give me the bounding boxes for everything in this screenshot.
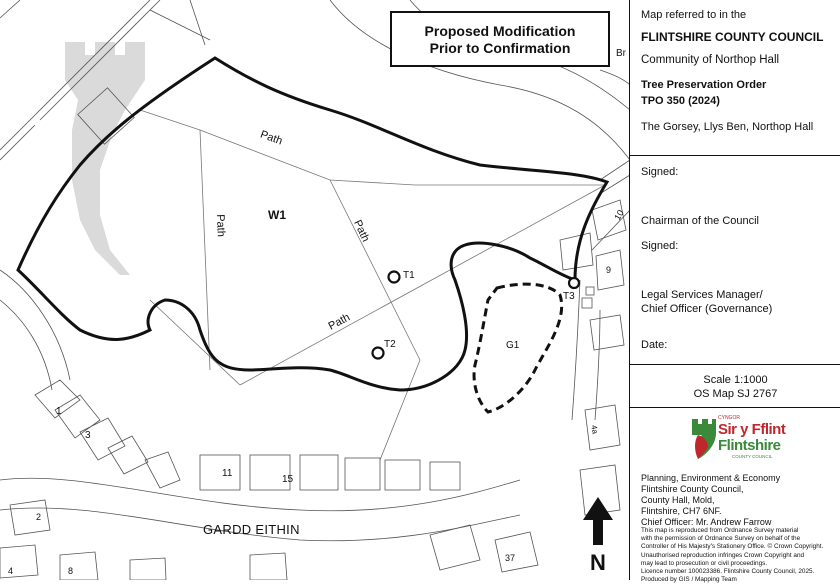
copyright-block (641, 527, 823, 584)
address-line: Flintshire, CH7 6NF. (641, 506, 722, 516)
tree-label-t1: T1 (403, 270, 415, 281)
house-number: 1 (56, 406, 62, 417)
os-map-ref: OS Map SJ 2767 (693, 388, 778, 400)
address-line: County Hall, Mold, (641, 495, 715, 505)
watermark-emblem (65, 42, 145, 275)
info-panel (629, 0, 840, 584)
proposal-box (390, 11, 610, 67)
proposal-line-2: Prior to Confirmation (429, 40, 571, 56)
logo-welsh-name: Sir y Fflint (718, 421, 786, 438)
order-title: Tree Preservation Order (641, 79, 767, 91)
scale-text: Scale 1:1000 (703, 374, 768, 386)
chairman-label: Chairman of the Council (641, 215, 760, 227)
tree-label-t2: T2 (384, 339, 396, 350)
divider (630, 364, 840, 365)
map-reference: Map referred to in the (641, 9, 747, 21)
community-name: Community of Northop Hall (641, 54, 780, 66)
woodland-label: W1 (268, 208, 286, 222)
house-number: 9 (606, 265, 612, 275)
divider (630, 407, 840, 408)
path-label-mid: Path (351, 218, 372, 244)
council-name: FLINTSHIRE COUNTY COUNCIL (641, 30, 824, 44)
path-label-left: Path (214, 214, 227, 238)
council-logo (688, 413, 798, 463)
copyright-line: This map is reproduced from Ordnance Survey material (641, 527, 799, 534)
scale-block (630, 373, 840, 401)
path-label-bottom: Path (326, 311, 353, 333)
road-label-fragment: Br (616, 48, 626, 59)
house-number: 11 (222, 468, 233, 479)
street-name: GARDD EITHIN (203, 522, 300, 537)
order-location: The Gorsey, Llys Ben, Northop Hall (641, 121, 814, 133)
council-emblem-icon (688, 415, 718, 461)
house-number: 4 (8, 566, 14, 576)
north-label: N (590, 550, 606, 575)
house-number: 4a (589, 424, 600, 435)
proposal-line-1: Proposed Modification (424, 23, 576, 39)
group-label: G1 (506, 340, 520, 351)
address-block (641, 473, 780, 528)
tree-t1[interactable] (389, 272, 400, 283)
tree-label-t3: T3 (563, 291, 575, 302)
north-arrow-icon (583, 497, 613, 545)
signed-label-2: Signed: (641, 240, 679, 252)
house-number: 3 (85, 430, 91, 441)
house-number: 15 (282, 474, 294, 485)
copyright-line: Produced by GIS / Mapping Team (641, 576, 737, 584)
tree-t3[interactable] (569, 278, 579, 288)
legal-label-1: Legal Services Manager/ (641, 289, 763, 301)
house-number: 8 (68, 566, 74, 576)
tree-t2[interactable] (373, 348, 384, 359)
divider (630, 155, 840, 156)
house-number: 10 (612, 208, 626, 222)
signed-label-1: Signed: (641, 166, 679, 178)
house-number: 37 (505, 553, 516, 563)
copyright-line: with the permission of Ordnance Survey on behalf of the (641, 535, 801, 543)
logo-small-text: CYNGOR (718, 415, 740, 421)
path-label-top: Path (258, 128, 285, 148)
copyright-line: may lead to prosecution or civil proceedings. (641, 559, 768, 567)
date-label: Date: (641, 339, 668, 351)
copyright-line: Licence number 100023386. Flintshire County Council, 2025. (641, 568, 815, 576)
order-number: TPO 350 (2024) (641, 95, 720, 107)
logo-english-name: Flintshire (718, 437, 781, 454)
legal-label-2: Chief Officer (Governance) (641, 303, 773, 315)
logo-small-text-2: COUNTY COUNCIL (732, 454, 773, 459)
house-number: 2 (36, 512, 42, 522)
address-line: Planning, Environment & Economy (641, 473, 781, 483)
address-line: Chief Officer: Mr. Andrew Farrow (641, 517, 772, 527)
copyright-line: Controller of His Majesty's Stationery Office. © Crown Copyright. (641, 543, 824, 551)
address-line: Flintshire County Council, (641, 484, 744, 494)
copyright-line: Unauthorised reproduction infringes Crown Copyright and (641, 551, 805, 559)
